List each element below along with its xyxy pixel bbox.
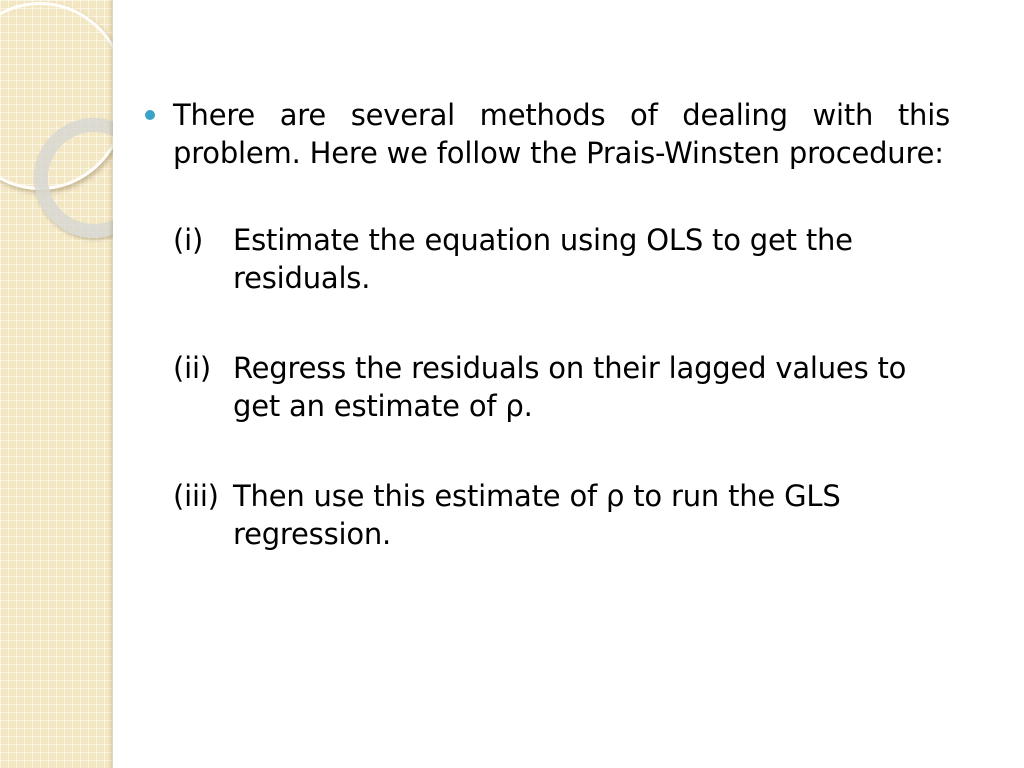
step-number: (iii)	[173, 479, 219, 513]
step-text: Then use this estimate of ρ to run the GLS regression.	[233, 479, 841, 551]
side-panel-edge	[108, 0, 113, 768]
bullet-item	[145, 96, 950, 172]
step-number: (i)	[173, 223, 204, 257]
procedure-steps	[145, 221, 950, 553]
slide-content	[145, 96, 950, 605]
bullet-text: There are several methods of dealing with this problem. Here we follow the Prais-Winsten procedure:	[173, 98, 950, 170]
step-item	[173, 221, 950, 297]
step-item	[173, 349, 950, 425]
bullet-dot-icon	[145, 110, 155, 120]
step-text: Regress the residuals on their lagged values to get an estimate of ρ.	[233, 351, 907, 423]
step-text: Estimate the equation using OLS to get the residuals.	[233, 223, 853, 295]
step-number: (ii)	[173, 351, 211, 385]
decorative-side-panel	[0, 0, 113, 768]
step-item	[173, 477, 950, 553]
